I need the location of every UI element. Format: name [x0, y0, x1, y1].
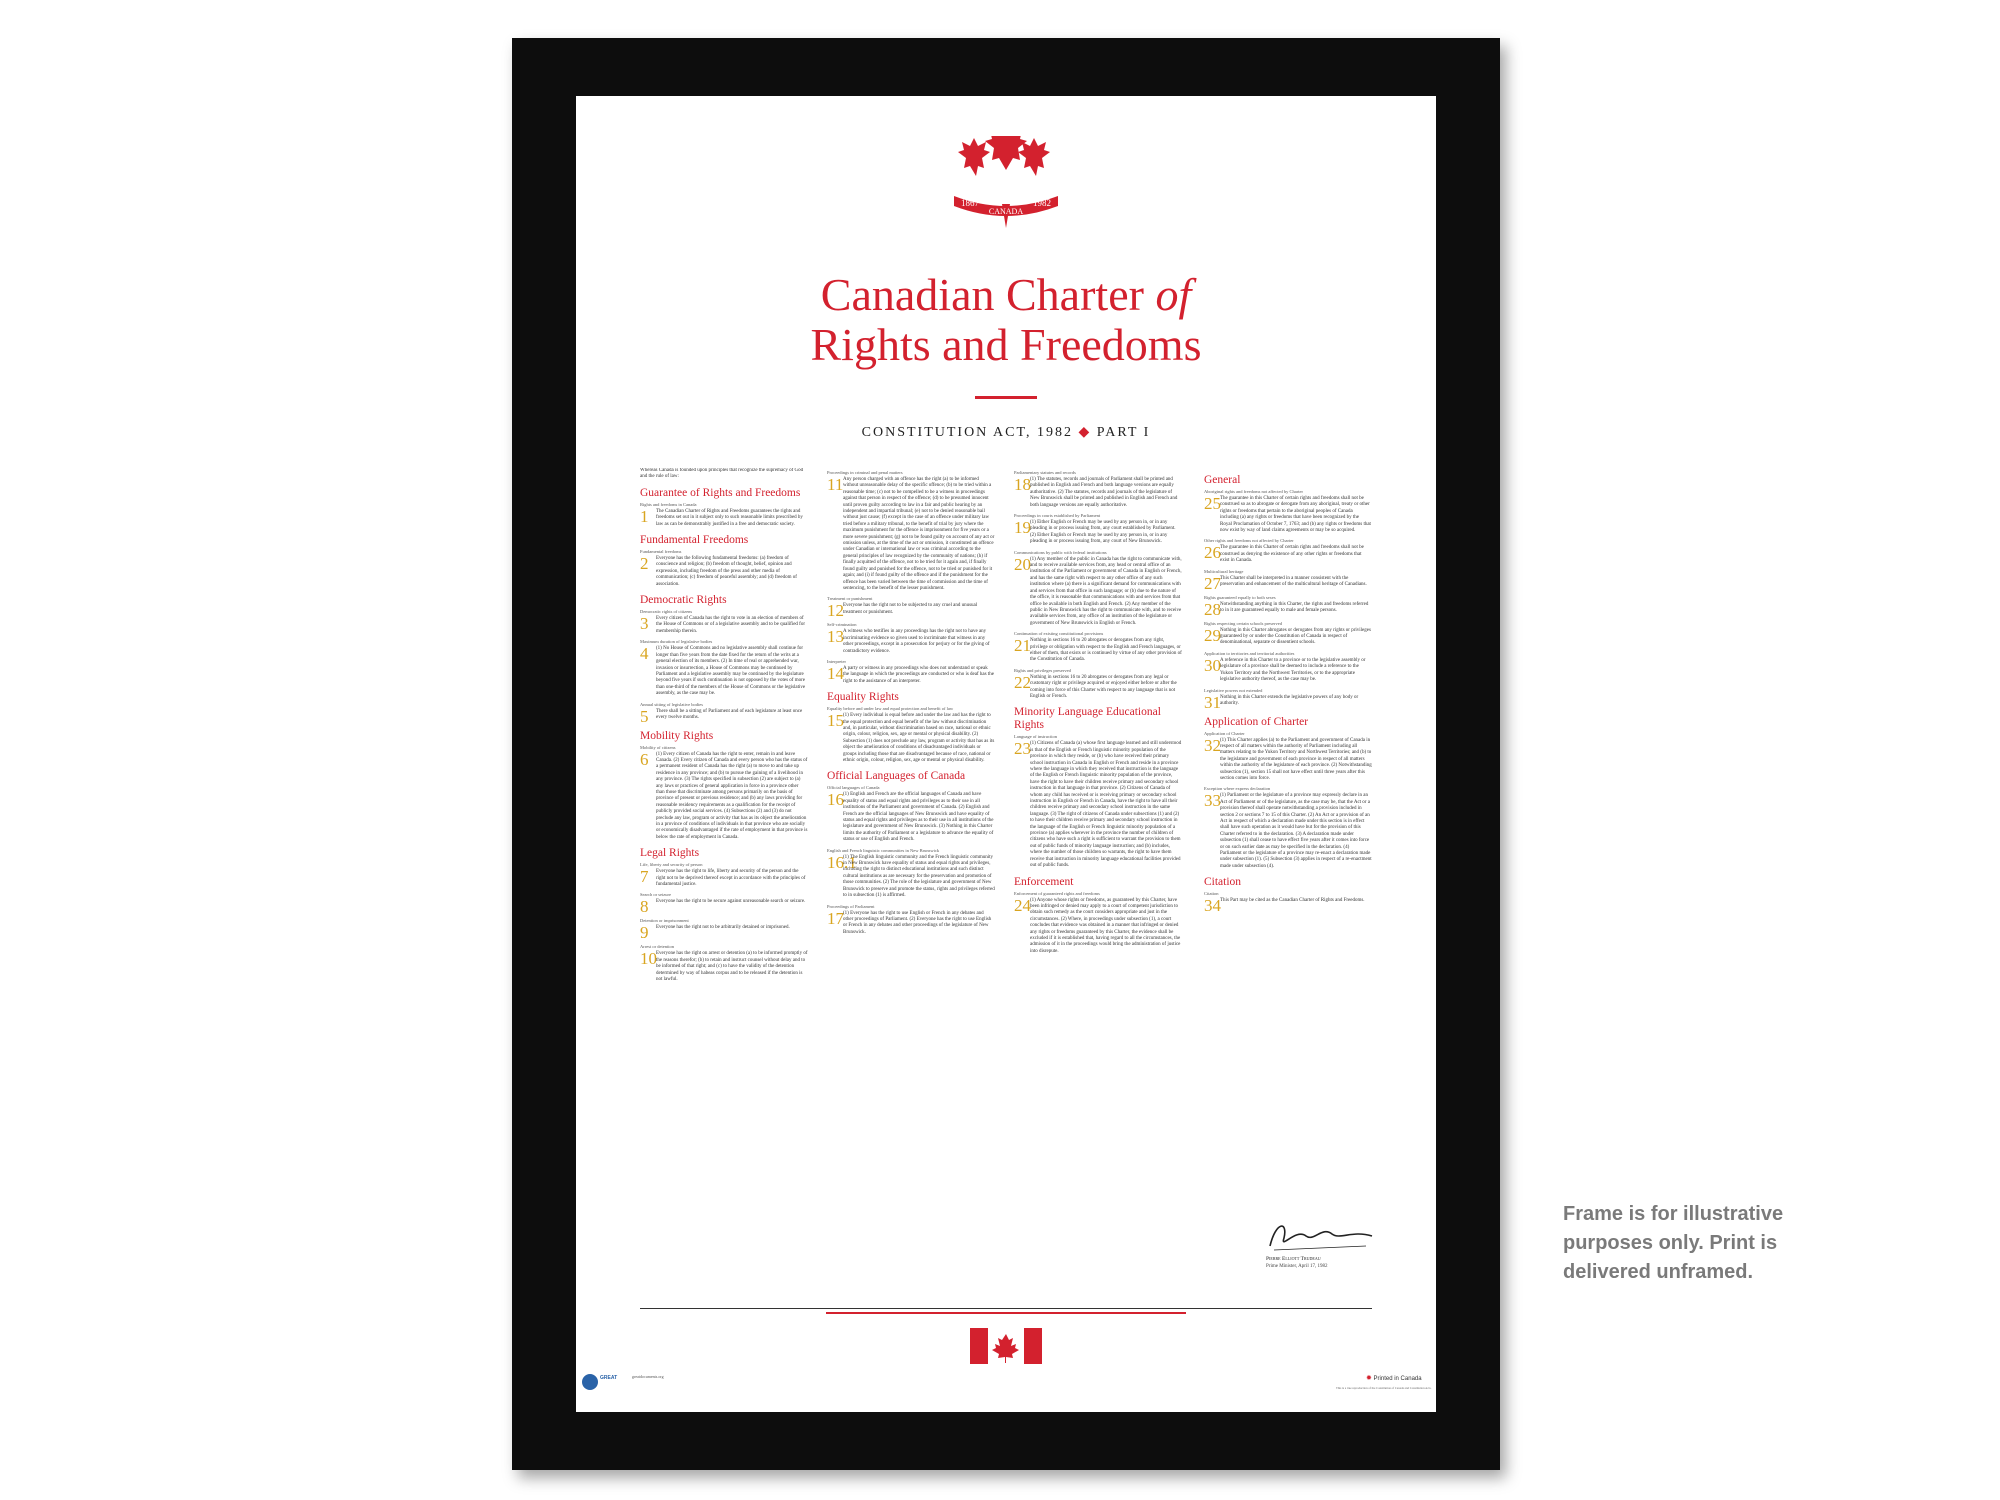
article-marginal-note: Rights respecting certain schools preserved — [1204, 620, 1282, 626]
article-number: 22 — [1014, 672, 1031, 692]
article-marginal-note: Communications by public with federal institutions — [1014, 549, 1107, 555]
title-text: Canadian Charter — [820, 269, 1156, 320]
article-text: (1) No House of Commons and no legislative assembly shall continue for longer than five years from the date fixed for the return of the writs at a general election of its members. (2) In time of real or apprehended war, invasion or insurrection, a House of Commons may be continued by Parliament and a legislative assembly may be continued by the legislature beyond five years if such continuation is not opposed by the votes of more than one-third of the members of the House of Commons or the legislative assembly, as the case may be. — [656, 646, 806, 697]
section-heading: Official Languages of Canada — [827, 770, 966, 783]
charter-section — [640, 534, 808, 588]
charter-section — [640, 730, 808, 842]
charter-article — [1014, 554, 1182, 627]
signature-title: Prime Minister, April 17, 1982 — [1266, 1264, 1328, 1269]
article-number: 27 — [1204, 573, 1221, 593]
charter-article — [1204, 793, 1372, 870]
publisher-logo — [582, 1372, 662, 1394]
article-number: 16 — [827, 790, 844, 810]
article-marginal-note: Annual sitting of legislative bodies — [640, 701, 703, 707]
column-2 — [827, 468, 995, 1328]
signature-name: Pierre Elliott Trudeau — [1266, 1256, 1321, 1262]
article-text: (1) Either English or French may be used by any person in, or in any pleading in or process issuing from, any court established by Parliament. (2) Either English or French may be used by any person in, or in any pleading in or process issuing from, any court of New Brunswick. — [1030, 520, 1176, 545]
article-text: (1) Citizens of Canada (a) whose first language learned and still understood is that of the English or French linguistic minority population of the province in which they reside, or (b) who have received their primary school instruction in Canada in English or French and reside in a province where the language in which they received that instruction is the language of the English or French linguistic minority population of the province, have the right to have their children receive primary and secondary school instruction in that language in that province. (2) Citizens of Canada of whom any child has received or is receiving primary or secondary school instruction in English or French in Canada, have the right to have all their children receive primary and secondary school instruction in the same language. (3) The right of citizens of Canada under subsections (1) and (2) to have their children receive primary and secondary school instruction in the language of the English or French linguistic minority population of a province (a) applies wherever in the province the number of children of citizens who have such a right is sufficient to warrant the provision to them out of public funds of minority language instruction; and (b) includes, where the number of those children so warrants, the right to have them receive that instruction in minority language educational facilities provided out of public funds. — [1030, 741, 1182, 869]
article-text: Any person charged with an offence has the right (a) to be informed without unreasonable delay of the specific offence; (b) to be tried within a reasonable time; (c) not to be compelled to be a witness in proceedings against that person in respect of the offence; (d) to be presumed innocent until proven guilty according to law in a fair and public hearing by an independent and impartial tribunal; (e) not to be denied reasonable bail without just cause; (f) except in the case of an offence under military law tried before a military tribunal, to the benefit of trial by jury where the maximum punishment for the offence is imprisonment for five years or a more severe punishment; (g) not to be found guilty on account of any act or omission unless, at the time of the act or omission, it constituted an offence under Canadian or international law or was criminal according to the general principles of law recognized by the community of nations; (h) if finally acquitted of the offence, not to be tried for it again and, if finally found guilty and punished for the offence, not to be tried or punished for it again; and (i) if found guilty of the offence and if the punishment for the offence has been varied between the time of commission and the time of sentencing, to the benefit of the lesser punishment. — [843, 477, 995, 591]
article-number: 1 — [640, 506, 649, 526]
article-number: 8 — [640, 897, 649, 917]
article-text: (1) Anyone whose rights or freedoms, as guaranteed by this Charter, have been infringed or denied may apply to a court of competent jurisdiction to obtain such remedy as the court considers appropriate and just in the circumstances. (2) Where, in proceedings under subsection (1), a court concludes that evidence was obtained in a manner that infringed or denied any rights or freedoms guaranteed by this Charter, the evidence shall be excluded if it is established that, having regard to all the circumstances, the admission of it in the proceedings would bring the administration of justice into disrepute. — [1030, 897, 1181, 954]
article-marginal-note: Life, liberty and security of person — [640, 862, 703, 868]
article-text: This Charter shall be interpreted in a manner consistent with the preservation and enhancement of the multicultural heritage of Canadians. — [1220, 575, 1367, 588]
article-number: 19 — [1014, 518, 1031, 538]
publisher-name: GREAT — [600, 1375, 618, 1381]
article-text: Nothing in this Charter abrogates or derogates from any rights or privileges guaranteed by or under the Constitution of Canada in respect of denominational, separate or dissentient schools. — [1220, 627, 1371, 646]
charter-article — [1204, 573, 1372, 593]
framing-disclaimer: Frame is for illustrative purposes only. Print is delivered unframed. — [1563, 1203, 1784, 1283]
charter-section — [1014, 470, 1182, 700]
charter-article — [1014, 895, 1182, 956]
article-marginal-note: Proceedings in courts established by Parliament — [1014, 513, 1101, 519]
charter-article — [640, 897, 808, 917]
charter-section — [827, 470, 995, 685]
article-text: Every citizen of Canada has the right to vote in an election of members of the House of Commons or of a legislative assembly and to be qualified for membership therein. — [656, 616, 805, 634]
section-heading: Citation — [1204, 876, 1242, 889]
charter-article — [1204, 545, 1372, 564]
charter-poster — [576, 96, 1436, 1412]
article-marginal-note: Aboriginal rights and freedoms not affected by Charter — [1204, 489, 1304, 494]
section-heading: Mobility Rights — [640, 729, 714, 742]
article-text: Nothing in sections 16 to 20 abrogates or derogates from any legal or customary right or privilege acquired or enjoyed either before or after the coming into force of this Charter with respect to any language that is not English or French. — [1030, 674, 1177, 699]
article-number: 6 — [640, 749, 649, 769]
article-text: (1) This Charter applies (a) to the Parliament and government of Canada in respect of all matters within the authority of Parliament including all matters relating to the Yukon Territory and Northwest Territories; and (b) to the legislature and government of each province in respect of all matters within the authority of the legislature of each province. (2) Notwithstanding subsection (1), section 15 shall not have effect until three years after this section comes into force. — [1220, 737, 1372, 781]
charter-section — [1204, 876, 1372, 916]
publisher-mark-icon — [582, 1374, 598, 1390]
charter-article — [827, 792, 995, 843]
article-number: 23 — [1014, 739, 1031, 759]
article-marginal-note: Proceedings in criminal and penal matters — [827, 470, 903, 475]
charter-article — [1204, 655, 1372, 684]
article-marginal-note: Language of instruction — [1014, 734, 1057, 740]
charter-text-columns — [640, 468, 1372, 1328]
section-heading: Minority Language Educational Rights — [1014, 706, 1161, 732]
charter-article — [640, 506, 808, 528]
section-heading: Fundamental Freedoms — [640, 534, 749, 547]
poster-title-line2: Rights and Freedoms — [810, 319, 1202, 370]
charter-section — [827, 770, 995, 936]
article-text: Everyone has the following fundamental freedoms: (a) freedom of conscience and religion; (b) freedom of thought, belief, opinion and expression, including freedom of the press and other media of communication; (c) freedom of peaceful assembly; and (d) freedom of association. — [656, 556, 797, 587]
article-number: 26 — [1204, 543, 1221, 563]
article-number: 2 — [640, 554, 649, 574]
article-text: (1) Everyone has the right to use English or French in any debates and other proceedings of Parliament. (2) Everyone has the right to use English or French in any debates and other proceedings of the legislature of New Brunswick. — [843, 910, 992, 935]
article-number: 18 — [1014, 475, 1031, 494]
charter-article — [640, 749, 808, 842]
charter-article — [1014, 741, 1182, 869]
article-number: 31 — [1204, 692, 1221, 712]
article-marginal-note: Other rights and freedoms not affected by Charter — [1204, 538, 1294, 544]
article-text: Everyone has the right to life, liberty and security of the person and the right not to be deprived thereof except in accordance with the principles of fundamental justice. — [656, 869, 806, 888]
article-number: 3 — [640, 614, 649, 634]
charter-article — [827, 908, 995, 937]
signature-image — [1266, 1216, 1376, 1256]
column-1 — [640, 468, 808, 1328]
article-marginal-note: Exception where express declaration — [1204, 786, 1271, 792]
article-number: 9 — [640, 923, 649, 943]
charter-article — [1204, 496, 1372, 534]
article-marginal-note: Search or seizure — [640, 892, 671, 898]
article-marginal-note: Rights and freedoms in Canada — [640, 501, 697, 507]
charter-article — [640, 646, 808, 697]
article-text: (1) Parliament or the legislature of a province may expressly declare in an Act of Parliament or of the legislature, as the case may be, that the Act or a provision thereof shall operate notwithstanding a provision included in section 2 or sections 7 to 15 of this Charter. (2) An Act or a provision of an Act in respect of which a declaration made under this section is in effect shall have such operation as it would have but for the provision of this Charter referred to in the declaration. (3) A declaration made under subsection (1) shall cease to have effect five years after it comes into force or on such earlier date as may be specified in the declaration. (4) Parliament or the legislature of a province may re-enact a declaration made under subsection (1). (5) Subsection (3) applies in respect of a re-enactment made under subsection (4). — [1220, 793, 1372, 869]
emblem-year-left: 1867 — [961, 198, 979, 208]
article-number: 16.1 — [827, 852, 857, 872]
maple-leaf-emblem — [936, 136, 1076, 236]
charter-article — [827, 713, 995, 764]
section-heading: Legal Rights — [640, 847, 700, 860]
article-marginal-note: Rights guaranteed equally to both sexes — [1204, 594, 1276, 600]
article-number: 15 — [827, 711, 844, 731]
charter-article — [1014, 638, 1182, 664]
article-marginal-note: Democratic rights of citizens — [640, 609, 693, 615]
poster-title-line1 — [576, 270, 1436, 320]
subtitle-act: CONSTITUTION ACT, 1982 — [861, 425, 1073, 440]
charter-section — [640, 847, 808, 983]
article-marginal-note: Official languages of Canada — [827, 785, 880, 791]
column-4 — [1204, 468, 1372, 1328]
article-number: 30 — [1204, 655, 1221, 675]
article-text: A party or witness in any proceedings who does not understand or speak the language in which the proceedings are conducted or who is deaf has the right to the assistance of an interpreter. — [843, 665, 994, 684]
charter-section — [640, 594, 808, 726]
section-heading: Application of Charter — [1204, 715, 1309, 728]
article-text: (1) Any member of the public in Canada has the right to communicate with, and to receive available services from, any head or central office of an institution of the Parliament or government of Canada in English or French, and has the same right with respect to any other office of any such institution where (a) there is a significant demand for communications with and services from that office in such language; or (b) due to the nature of the office, it is reasonable that communications with and services from that office be available in both English and French. (2) Any member of the public in New Brunswick has the right to communicate with, and to receive available services from, any office of an institution of the legislature or government of New Brunswick in English or French. — [1030, 556, 1182, 626]
article-marginal-note: Fundamental freedoms — [640, 549, 682, 555]
charter-section — [827, 691, 995, 764]
article-text: (1) Every individual is equal before and under the law and has the right to the equal protection and equal benefit of the law without discrimination and, in particular, without discrimination based on race, national or ethnic origin, colour, religion, sex, age or mental or physical disability. (2) Subsection (1) does not preclude any law, program or activity that has as its object the amelioration of conditions of disadvantaged individuals or groups including those that are disadvantaged because of race, national or ethnic origin, colour, religion, sex, age or mental or physical disability. — [843, 713, 995, 763]
maple-leaf-icon: ✹ — [1366, 1375, 1372, 1382]
subtitle-part: PART I — [1096, 425, 1151, 440]
emblem-year-right: 1982 — [1033, 198, 1051, 208]
charter-article — [1204, 692, 1372, 712]
charter-article — [640, 616, 808, 635]
charter-article — [827, 601, 995, 621]
article-number: 25 — [1204, 494, 1221, 513]
article-text: A reference in this Charter to a province or to the legislative assembly or legislature of a province shall be deemed to include a reference to the Yukon Territory and the Northwest Territories, or to the appropriate legislative authority thereof, as the case may be. — [1220, 657, 1366, 683]
article-marginal-note: Continuation of existing constitutional provisions — [1014, 631, 1104, 637]
article-text: Everyone has the right to be secure against unreasonable search or seizure. — [656, 899, 806, 905]
article-marginal-note: Legislative powers not extended — [1204, 687, 1263, 693]
article-number: 33 — [1204, 791, 1221, 811]
article-marginal-note: Application to territories and territorial authorities — [1204, 650, 1295, 656]
charter-article — [827, 629, 995, 655]
article-number: 21 — [1014, 636, 1031, 656]
article-text: (1) English and French are the official languages of Canada and have equality of status and equal rights and privileges as to their use in all institutions of the Parliament and government of Canada. (2) English and French are the official languages of New Brunswick and have equality of status and equal rights and privileges as to their use in all institutions of the legislature and government of New Brunswick. (3) Nothing in this Charter limits the authority of Parliament or a legislature to advance the equality of status or use of English and French. — [843, 792, 994, 843]
footer-rule — [640, 1308, 1372, 1309]
preamble: Whereas Canada is founded upon principles that recognize the supremacy of God and the rule of law: — [640, 468, 804, 480]
article-marginal-note: English and French linguistic communities in New Brunswick — [827, 847, 940, 853]
article-number: 5 — [640, 706, 649, 726]
article-number: 32 — [1204, 735, 1221, 755]
article-number: 28 — [1204, 599, 1221, 619]
article-number: 11 — [827, 475, 844, 494]
article-marginal-note: Maximum duration of legislative bodies — [640, 639, 713, 645]
charter-section — [1204, 716, 1372, 871]
printed-in-canada — [1366, 1374, 1422, 1382]
article-text: A witness who testifies in any proceedings has the right not to have any incriminating evidence so given used to incriminate that witness in any other proceedings, except in a prosecution for perjury or for the giving of contradictory evidence. — [843, 629, 990, 654]
article-text: Everyone has the right not to be arbitrarily detained or imprisoned. — [656, 925, 790, 931]
section-heading: Enforcement — [1014, 875, 1074, 888]
charter-article — [1014, 520, 1182, 546]
article-text: Everyone has the right not to be subjected to any cruel and unusual treatment or punishment. — [843, 603, 978, 615]
fine-print: This is a true reproduction of the Constitution of Canada and Constitution Acts. — [1336, 1386, 1432, 1390]
canada-flag-icon — [970, 1328, 1042, 1364]
charter-article — [640, 951, 808, 983]
charter-article — [1014, 477, 1182, 509]
article-text: The Canadian Charter of Rights and Freedoms guarantees the rights and freedoms set out in it subject only to such reasonable limits prescribed by law as can be demonstrably justified in a free and democratic society. — [656, 508, 803, 527]
article-number: 29 — [1204, 625, 1221, 645]
charter-article — [640, 869, 808, 888]
article-marginal-note: Interpreter — [827, 658, 846, 664]
article-number: 13 — [827, 627, 844, 647]
article-number: 10 — [640, 949, 657, 969]
charter-article — [827, 477, 995, 592]
article-number: 20 — [1014, 554, 1031, 574]
article-text: There shall be a sitting of Parliament and of each legislature at least once every twelve months. — [656, 708, 803, 720]
article-marginal-note: Treatment or punishment — [827, 596, 873, 602]
charter-section — [1014, 706, 1182, 869]
section-heading: General — [1204, 474, 1241, 486]
title-italic-of: of — [1155, 269, 1192, 320]
charter-article — [827, 663, 995, 685]
subtitle-separator: ◆ — [1078, 425, 1092, 440]
article-marginal-note: Multicultural heritage — [1204, 568, 1244, 574]
article-number: 12 — [827, 601, 844, 621]
article-number: 24 — [1014, 895, 1031, 915]
publisher-website: greatdocuments.org — [632, 1374, 664, 1379]
charter-section — [1014, 876, 1182, 956]
article-text: Everyone has the right on arrest or detention (a) to be informed promptly of the reasons therefor; (b) to retain and instruct counsel without delay and to be informed of that right; and (c) to have the validity of the detention determined by way of habeas corpus and to be released if the detention is not lawful. — [656, 951, 808, 983]
article-text: The guarantee in this Charter of certain rights and freedoms shall not be construed so as to abrogate or derogate from any aboriginal, treaty or other rights or freedoms that pertain to the aboriginal peoples of Canada including (a) any rights or freedoms that have been recognized by the Royal Proclamation of October 7, 1763; and (b) any rights or freedoms that now exist by way of land claims agreements or may be so acquired. — [1220, 496, 1371, 534]
poster-subtitle — [576, 424, 1436, 441]
article-text: Notwithstanding anything in this Charter, the rights and freedoms referred to in it are guaranteed equally to male and female persons. — [1220, 601, 1369, 614]
article-number: 14 — [827, 663, 844, 683]
charter-article — [640, 706, 808, 726]
article-marginal-note: Rights and privileges preserved — [1014, 667, 1071, 673]
article-text: (1) The statutes, records and journals of Parliament shall be printed and published in English and French and both language versions are equally authoritative. (2) The statutes, records and journals of the legislature of New Brunswick shall be printed and published in English and French and both language versions are equally authoritative. — [1030, 477, 1178, 508]
charter-article — [640, 923, 808, 943]
charter-article — [1204, 625, 1372, 647]
article-marginal-note: Mobility of citizens — [640, 744, 676, 750]
article-marginal-note: Detention or imprisonment — [640, 918, 689, 924]
printed-label: Printed in Canada — [1373, 1376, 1422, 1382]
article-marginal-note: Citation — [1204, 891, 1219, 897]
article-number: 17 — [827, 908, 844, 928]
charter-article — [827, 852, 995, 900]
article-text: Nothing in sections 16 to 20 abrogates or derogates from any right, privilege or obligation with respect to the English and French languages, or either of them, that exists or is continued by virtue of any other provision of the Constitution of Canada. — [1030, 638, 1182, 663]
article-number: 4 — [640, 644, 649, 664]
charter-article — [1204, 896, 1372, 916]
section-heading: Democratic Rights — [640, 594, 727, 607]
article-text: This Part may be cited as the Canadian Charter of Rights and Freedoms. — [1220, 898, 1365, 904]
charter-section — [1204, 474, 1372, 710]
charter-article — [1014, 672, 1182, 701]
charter-section — [640, 487, 808, 528]
article-marginal-note: Arrest or detention — [640, 944, 674, 950]
article-marginal-note: Enforcement of guaranteed rights and freedoms — [1014, 890, 1100, 896]
article-marginal-note: Parliamentary statutes and records — [1014, 470, 1076, 475]
article-marginal-note: Proceedings of Parliament — [827, 903, 875, 909]
article-marginal-note: Equality before and under law and equal protection and benefit of law — [827, 706, 954, 712]
article-number: 34 — [1204, 896, 1221, 916]
section-heading: Guarantee of Rights and Freedoms — [640, 486, 801, 499]
charter-article — [1204, 735, 1372, 783]
article-text: The guarantee in this Charter of certain rights and freedoms shall not be construed as denying the existence of any other rights or freedoms that exist in Canada. — [1220, 545, 1364, 564]
charter-article — [1204, 599, 1372, 619]
article-number: 7 — [640, 867, 649, 887]
emblem-banner: CANADA — [988, 207, 1024, 216]
column-3 — [1014, 468, 1182, 1328]
article-text: (1) Every citizen of Canada has the right to enter, remain in and leave Canada. (2) Every citizen of Canada and every person who has the status of a permanent resident of Canada has the right (a) to move to and take up residence in any province; and (b) to pursue the gaining of a livelihood in any province. (3) The rights specified in subsection (2) are subject to (a) any laws or practices of general application in force in a province other than those that discriminate among persons primarily on the basis of province of present or previous residence; and (b) any laws providing for reasonable residency requirements as a qualification for the receipt of publicly provided social services. (4) Subsections (2) and (3) do not preclude any law, program or activity that has as its object the amelioration in a province of conditions of individuals in that province who are socially or economically disadvantaged if the rate of employment in that province is below the rate of employment in Canada. — [656, 751, 808, 840]
article-text: (1) The English linguistic community and the French linguistic community in New Brunswick have equality of status and equal rights and privileges, including the right to distinct educational institutions and such distinct cultural institutions as are necessary for the preservation and promotion of those communities. (2) The role of the legislature and government of New Brunswick to preserve and promote the status, rights and privileges referred to in subsection (1) is affirmed. — [843, 854, 995, 899]
title-divider — [975, 396, 1037, 399]
section-heading: Equality Rights — [827, 691, 899, 704]
article-text: Nothing in this Charter extends the legislative powers of any body or authority. — [1220, 694, 1359, 706]
article-marginal-note: Self-crimination — [827, 622, 857, 628]
footer-accent-rule — [826, 1312, 1186, 1314]
article-marginal-note: Application of Charter — [1204, 730, 1245, 736]
charter-article — [640, 556, 808, 588]
